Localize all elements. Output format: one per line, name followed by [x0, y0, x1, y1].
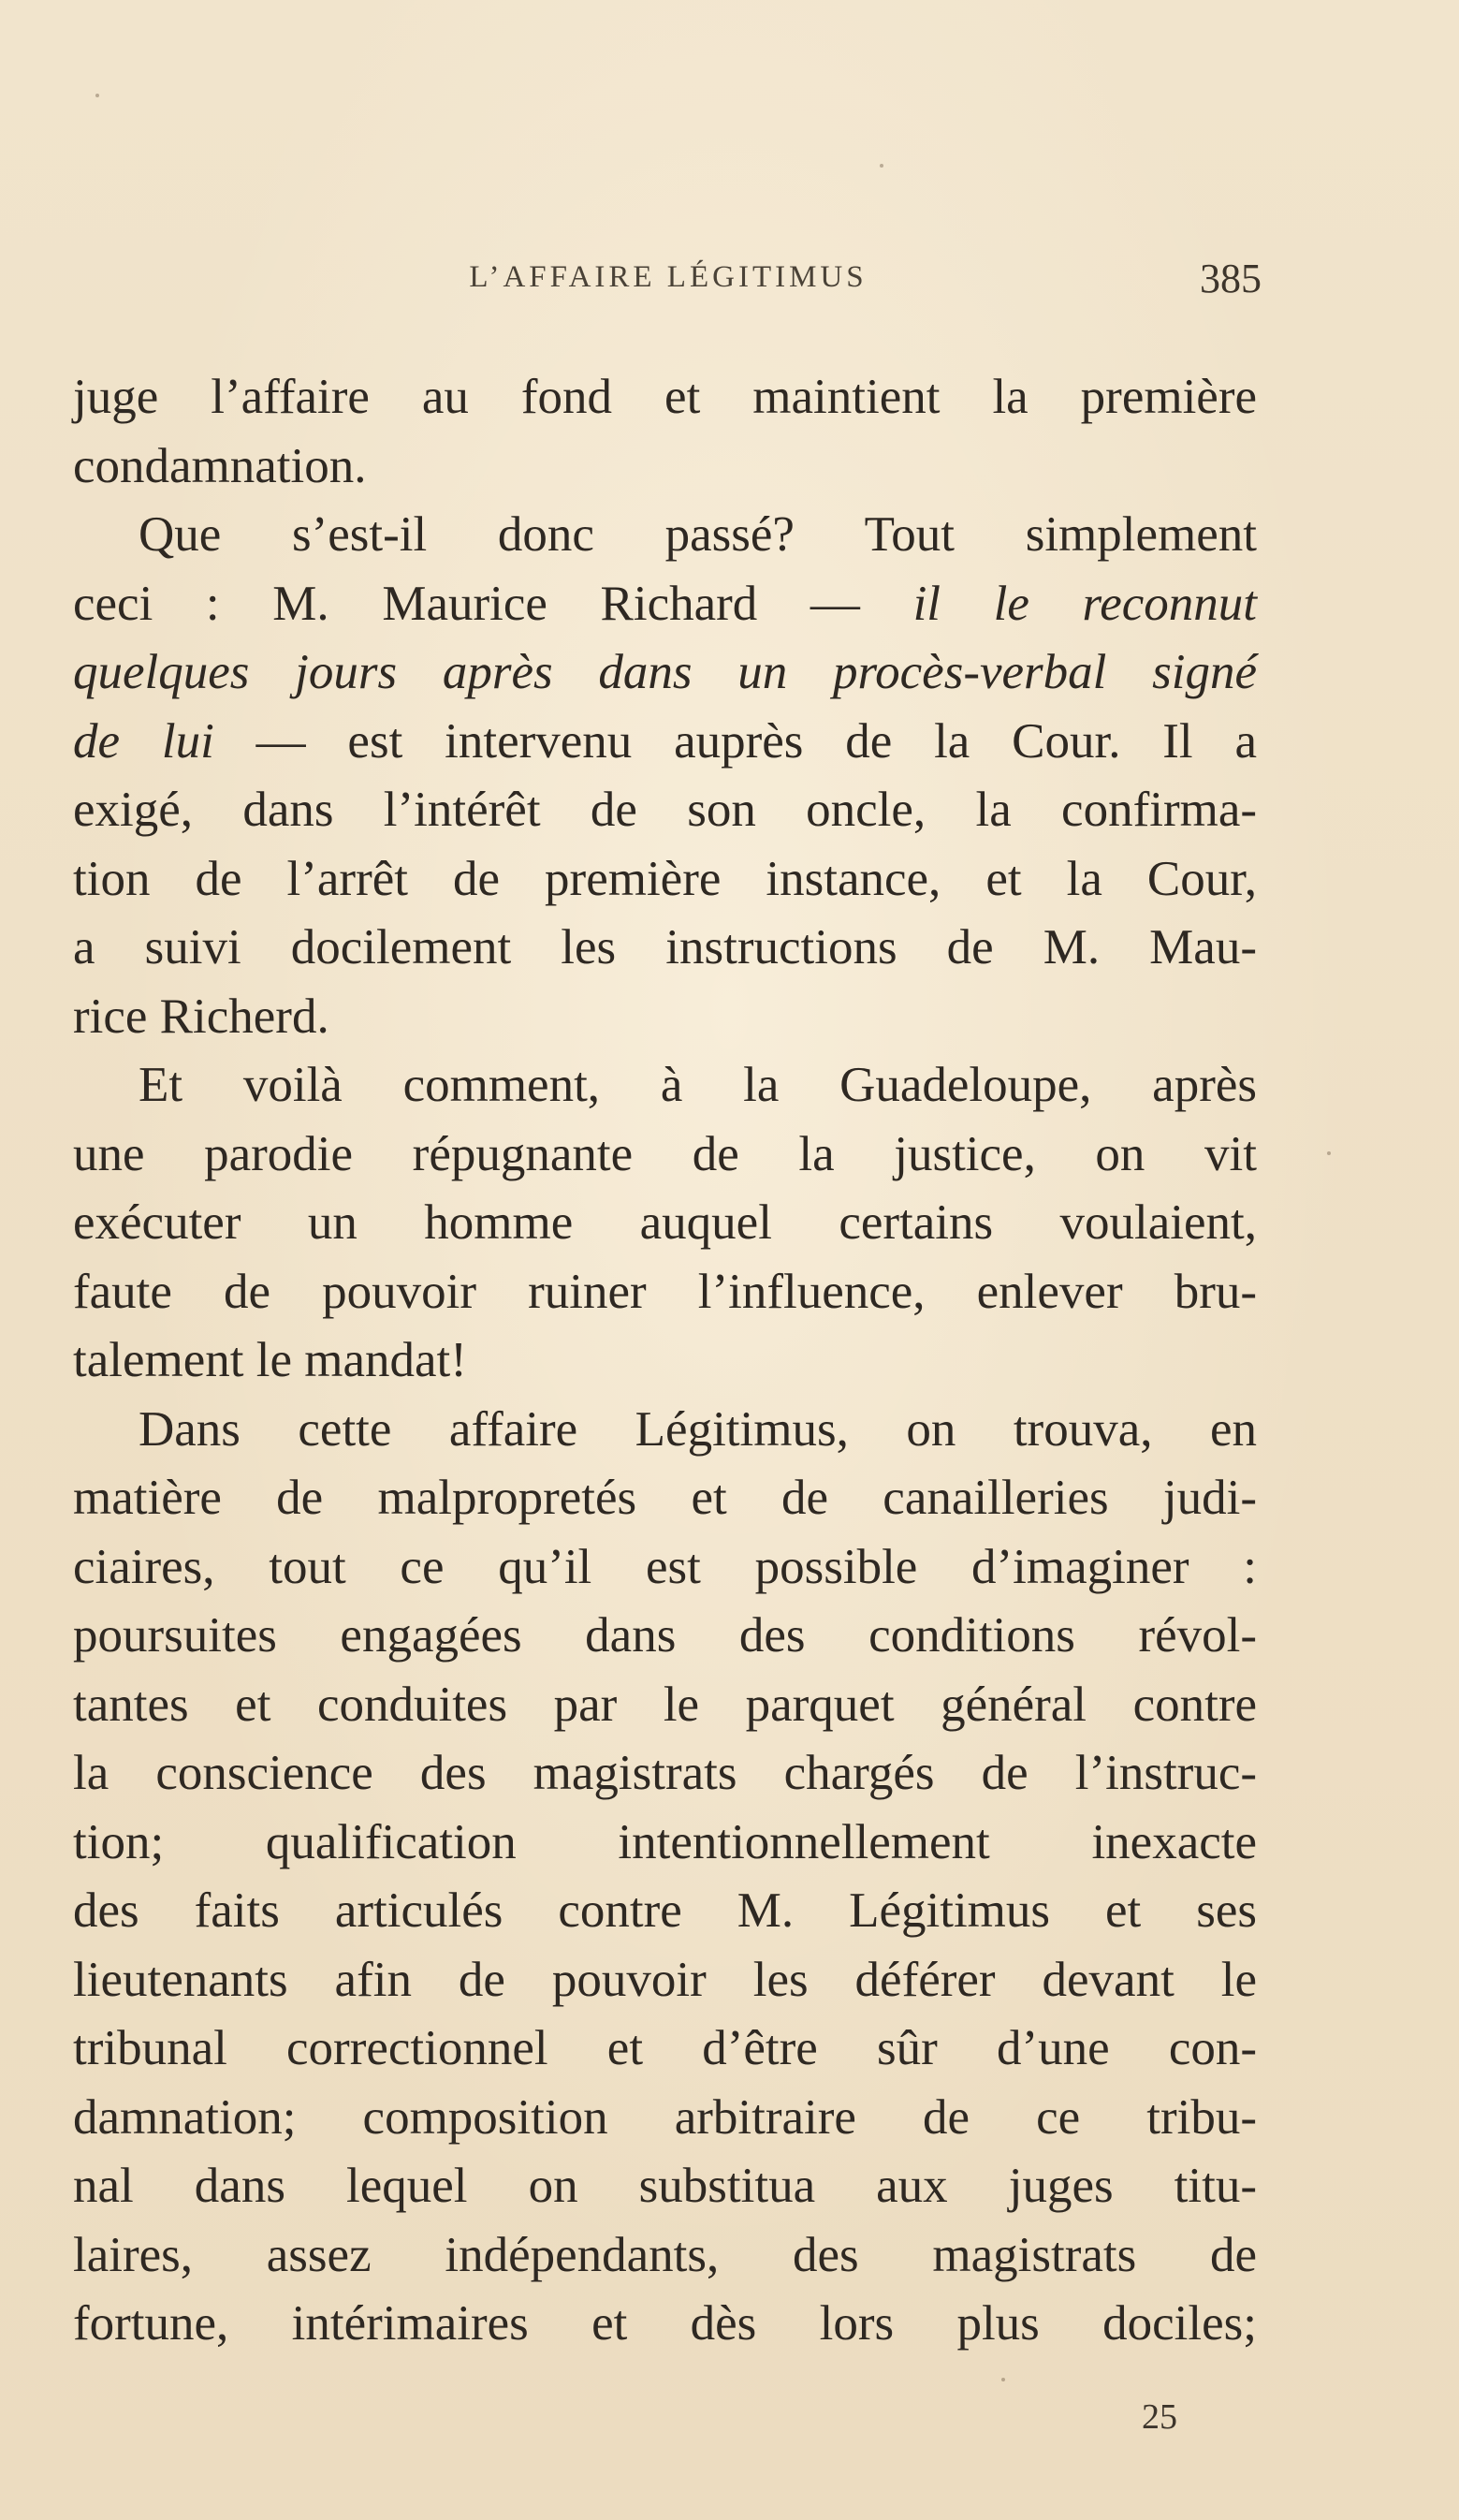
text-line: nal dans lequel on substitua aux juges titu-	[73, 2159, 1257, 2213]
text-line: condamnation.	[73, 438, 367, 493]
text-segment-italic: il le reconnut	[912, 576, 1257, 631]
text-line: juge l’affaire au fond et maintient la première	[73, 370, 1257, 424]
paper-speck	[95, 94, 99, 97]
text-line	[73, 845, 1257, 915]
text-line	[73, 638, 1257, 708]
running-title: L’AFFAIRE LÉGITIMUS	[469, 260, 868, 294]
text-segment: exigé, dans l’intérêt de son oncle, la confirma-	[73, 783, 1257, 837]
text-line: faute de pouvoir ruiner l’influence, enlever bru-	[73, 1264, 1257, 1319]
text-line: tribunal correctionnel et d’être sûr d’une con-	[73, 2021, 1257, 2075]
paper-speck	[1327, 1151, 1331, 1155]
text-line: exécuter un homme auquel certains voulaient,	[73, 1195, 1257, 1250]
text-line: matière de malpropretés et de canailleries judi-	[73, 1471, 1257, 1525]
text-line: Dans cette affaire Légitimus, on trouva, en	[139, 1401, 1257, 1457]
text-line: talement le mandat!	[73, 1333, 467, 1387]
text-line: la conscience des magistrats chargés de l’instruc-	[73, 1746, 1257, 1800]
text-line: tion; qualification intentionnellement inexacte	[73, 1814, 1257, 1869]
text-segment: rice Richerd.	[73, 989, 329, 1044]
text-segment-italic: de lui	[73, 713, 214, 769]
text-segment: ceci : M. Maurice Richard —	[73, 576, 913, 631]
signature-mark: 25	[1142, 2397, 1177, 2437]
text-segment: — est intervenu auprès de la Cour. Il a	[213, 713, 1257, 769]
text-line: ciaires, tout ce qu’il est possible d’imaginer :	[73, 1539, 1257, 1594]
text-segment: Que s’est-il donc passé? Tout simplement	[139, 507, 1257, 562]
text-line	[73, 708, 1257, 777]
body-text	[73, 363, 1257, 2359]
text-line: damnation; composition arbitraire de ce tribu-	[73, 2089, 1257, 2145]
text-line	[73, 776, 1257, 845]
text-line: laires, assez indépendants, des magistrats de	[73, 2227, 1257, 2282]
text-line: poursuites engagées dans des conditions révol-	[73, 1608, 1257, 1663]
text-line	[73, 501, 1257, 570]
text-line: une parodie répugnante de la justice, on vit	[73, 1126, 1257, 1181]
running-head	[75, 251, 1262, 307]
text-line	[73, 983, 1257, 1052]
text-line: lieutenants afin de pouvoir les déférer devant le	[73, 1952, 1257, 2007]
text-line: des faits articulés contre M. Légitimus et ses	[73, 1883, 1257, 1938]
page-number: 385	[1200, 256, 1262, 301]
paper-speck	[880, 164, 883, 168]
text-line: fortune, intérimaires et dès lors plus dociles;	[73, 2296, 1257, 2351]
text-line	[73, 914, 1257, 983]
text-segment: tion de l’arrêt de première instance, et la Cour,	[73, 851, 1257, 906]
text-line: tantes et conduites par le parquet général contre	[73, 1677, 1257, 1732]
text-segment: a suivi docilement les instructions de M. Mau-	[73, 920, 1257, 974]
text-line	[73, 570, 1257, 639]
text-segment-italic: quelques jours après dans un procès-verbal signé	[73, 645, 1257, 699]
paper-speck	[1001, 2378, 1005, 2381]
text-line: Et voilà comment, à la Guadeloupe, après	[139, 1058, 1257, 1112]
